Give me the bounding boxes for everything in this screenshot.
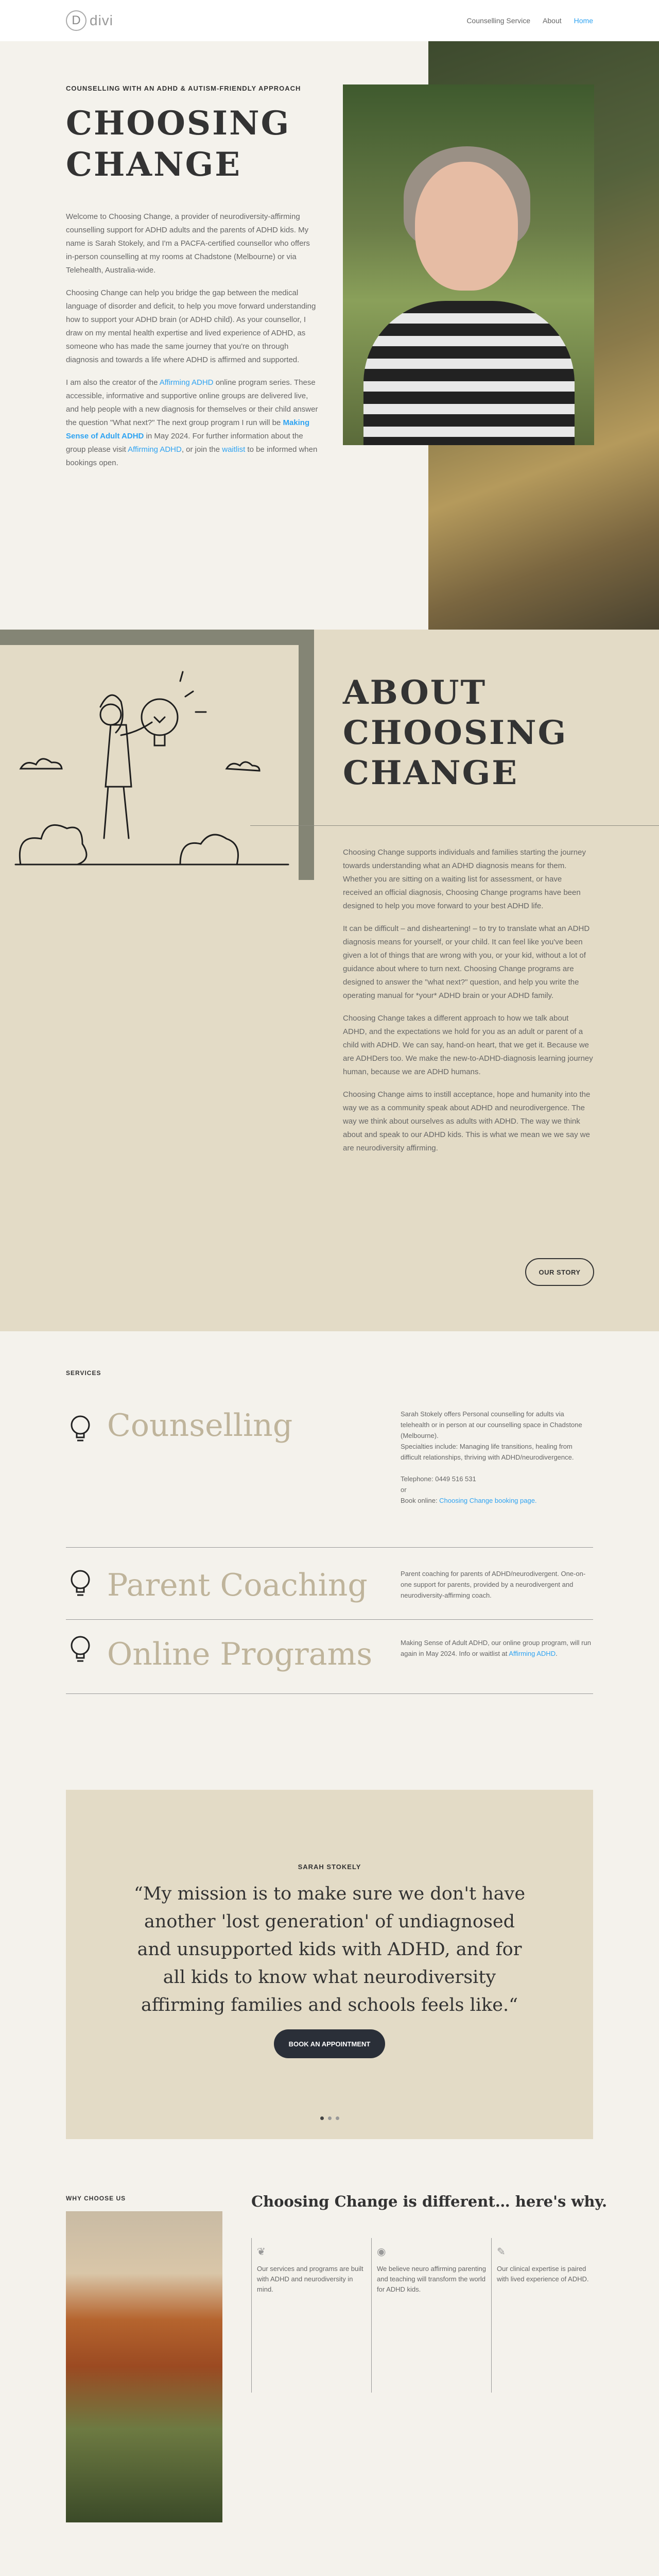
booking-page-link[interactable]: Choosing Change booking page. [439, 1497, 537, 1504]
services-section [0, 1331, 659, 1759]
hero-p3-text-c: in May 2024. For further information about the group please visit [66, 432, 303, 454]
online-programs-end: . [556, 1650, 558, 1657]
why-title: Choosing Change is different… here's why. [251, 2193, 608, 2210]
about-paragraph-1: Choosing Change supports individuals and families starting the journey towards understanding what an ADHD diagnosis means for them. Whether you are sitting on a waiting list for assessment, or have received an official diagnosis, Choosing Change programs have been designed to help you move forward to your best ADHD life. [343, 848, 586, 910]
affirming-adhd-link-2[interactable]: Affirming ADHD [128, 445, 182, 454]
why-column-2 [371, 2238, 487, 2393]
service-phone: Telephone: 0449 516 531 [401, 1475, 476, 1483]
hero-p3-text-b: online program series. These accessible, informative and supportive online groups are delivered live, and help people with a new diagnosis for themselves or their child answer the question "What next?" The next group program I run will be [66, 378, 318, 427]
about-text [343, 846, 593, 1164]
hero-p3-text-a: I am also the creator of the [66, 378, 160, 387]
hero-title [66, 103, 318, 185]
lightbulb-icon [66, 1634, 95, 1663]
hero-paragraph-2: Choosing Change can help you bridge the gap between the medical language of disorder and deficit, to help you move forward understanding how to support your ADHD brain (or ADHD child). As your counsellor, I draw on my mental health expertise and lived experience of ADHD, as someone who has made the same journey that you're on through diagnosis and towards a life where ADHD is affirmed and supported. [66, 289, 316, 364]
service-online-programs [66, 1627, 593, 1694]
autumn-leaves-photo [66, 2211, 222, 2522]
about-section [0, 630, 659, 1331]
hero-section [0, 41, 659, 630]
making-sense-link[interactable]: Making Sense of Adult ADHD [66, 418, 310, 440]
lightbulb-icon [66, 1414, 95, 1443]
why-label: WHY CHOOSE US [66, 2195, 126, 2202]
why-text-1: Our services and programs are built with ADHD and neurodiversity in mind. [257, 2265, 363, 2293]
service-desc-online-programs [401, 1637, 593, 1659]
slider-dot-3[interactable] [336, 2116, 339, 2120]
hero-eyebrow: COUNSELLING WITH AN ADHD & AUTISM-FRIENDLY APPROACH [66, 84, 301, 92]
about-title-line1: ABOUT [343, 673, 487, 712]
quote-author: SARAH STOKELY [298, 1863, 361, 1871]
why-column-3 [491, 2238, 593, 2393]
hero-paragraph-3 [66, 376, 318, 470]
hero-title-line1: CHOOSING [66, 104, 291, 143]
hero-p3-text-e: to be informed when bookings open. [66, 445, 318, 467]
logo-mark: D [66, 10, 86, 31]
badge-icon: ✎ [497, 2246, 506, 2258]
quote-text: “My mission is to make sure we don't have another 'lost generation' of undiagnosed and unsupported kids with ADHD, and for all kids to know what neurodiversity affirming families and schools feels like.“ [133, 1884, 526, 2015]
hero-title-line2: CHANGE [66, 145, 241, 184]
book-appointment-button[interactable]: BOOK AN APPOINTMENT [274, 2029, 385, 2058]
service-counselling [66, 1409, 593, 1548]
nav-item-home[interactable]: Home [574, 16, 593, 25]
woman-lightbulb-illustration [0, 645, 299, 880]
site-logo[interactable] [66, 10, 113, 31]
portrait-striped-shirt [363, 301, 575, 445]
why-choose-us-section [0, 2191, 659, 2576]
hero-content [66, 84, 318, 479]
service-desc-parent-coaching: Parent coaching for parents of ADHD/neurodivergent. One-on-one support for parents, provided by a neurodivergent and neurodiversity-affirming coach. [401, 1570, 586, 1599]
why-text-3: Our clinical expertise is paired with lived experience of ADHD. [497, 2265, 589, 2283]
online-programs-text: Making Sense of Adult ADHD, our online group program, will run again in May 2024. Info or waitlist at [401, 1639, 591, 1657]
slider-dots [66, 2116, 593, 2120]
why-column-1 [251, 2238, 367, 2393]
service-desc-counselling [401, 1409, 593, 1506]
about-paragraph-3: Choosing Change takes a different approach to how we talk about ADHD, and the expectations we hold for you as an adult or parent of a child with ADHD. We can say, hand-on heart, that we get it. Because we are ADHDers too. We make the new-to-ADHD-diagnosis learning journey human, because we are ADHD humans. [343, 1014, 593, 1076]
service-title-parent-coaching: Parent Coaching [107, 1567, 368, 1603]
portrait-face [415, 162, 518, 291]
about-illustration-panel [0, 645, 299, 880]
about-title [343, 673, 567, 793]
about-title-line3: CHANGE [343, 754, 518, 792]
testimonial-slider [66, 1790, 593, 2139]
service-title-counselling: Counselling [107, 1408, 293, 1444]
service-desc-counselling-1: Sarah Stokely offers Personal counselling for adults via telehealth or in person at our counselling space in Chadstone (Melbourne). [401, 1410, 582, 1439]
eye-icon: ◉ [377, 2246, 386, 2258]
about-divider-line [250, 825, 659, 826]
service-title-online-programs: Online Programs [107, 1636, 373, 1672]
site-header [0, 0, 659, 41]
hero-paragraph-1: Welcome to Choosing Change, a provider of neurodiversity-affirming counselling support for ADHD adults and the parents of ADHD kids. My name is Sarah Stokely, and I'm a PACFA-certified counsellor who offers in-person counselling at my rooms at Chadstone (Melbourne) or via Telehealth, Australia-wide. [66, 212, 310, 275]
waitlist-link[interactable]: waitlist [222, 445, 246, 454]
book-online-label: Book online: [401, 1497, 440, 1504]
about-illustration-frame [0, 630, 314, 880]
our-story-button[interactable]: OUR STORY [525, 1258, 594, 1286]
lightbulb-icon [66, 1568, 95, 1597]
service-or: or [401, 1486, 407, 1494]
service-parent-coaching [66, 1563, 593, 1620]
nav-item-counselling-service[interactable]: Counselling Service [466, 16, 531, 25]
logo-word: divi [90, 12, 114, 28]
service-desc-counselling-2: Specialties include: Managing life transitions, healing from difficult relationships, thriving with ADHD/neurodivergence. [401, 1443, 574, 1461]
nav-item-about[interactable]: About [543, 16, 562, 25]
portrait-photo [343, 84, 594, 445]
about-paragraph-4: Choosing Change aims to instill acceptance, hope and humanity into the way we as a community speak about ADHD and neurodivergence. The way we think about ourselves as adults with ADHD. The way we think about and speak to our ADHD kids. This is what we mean we we say we are neurodiversity affirming. [343, 1090, 591, 1153]
testimonial-section [0, 1759, 659, 2191]
why-text-2: We believe neuro affirming parenting and teaching will transform the world for ADHD kids. [377, 2265, 486, 2293]
slider-dot-1[interactable] [320, 2116, 324, 2120]
slider-dot-2[interactable] [328, 2116, 332, 2120]
main-nav [466, 16, 593, 25]
affirming-adhd-link[interactable]: Affirming ADHD [159, 378, 214, 387]
about-title-line2: CHOOSING [343, 714, 568, 752]
services-label: SERVICES [66, 1369, 101, 1377]
service-book-online [401, 1495, 593, 1506]
hero-p3-text-d: , or join the [181, 445, 222, 454]
affirming-adhd-service-link[interactable]: Affirming ADHD [509, 1650, 556, 1657]
about-paragraph-2: It can be difficult – and disheartening! – to try to translate what an ADHD diagnosis means for yourself, or your child. It can feel like you've been given a lot of things that are wrong with you, or your kid, without a lot of guidance about where to turn next. Choosing Change programs are designed to answer the "what next?" question, and help you write the operating manual for *your* ADHD brain or your ADHD family. [343, 924, 590, 1000]
leaf-icon: ❦ [257, 2246, 266, 2258]
